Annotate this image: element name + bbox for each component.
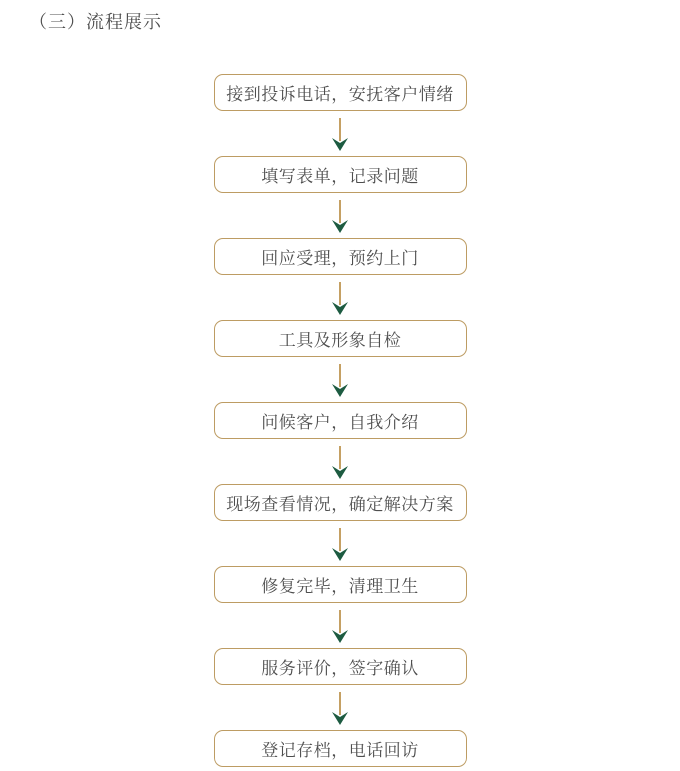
flow-step bbox=[214, 74, 467, 111]
process-flowchart bbox=[0, 74, 680, 767]
arrow-head bbox=[332, 548, 348, 561]
arrow-head bbox=[332, 138, 348, 151]
arrow-head bbox=[332, 466, 348, 479]
flow-step-label: 填写表单，记录问题 bbox=[261, 167, 419, 186]
flow-step-label: 接到投诉电话，安抚客户情绪 bbox=[226, 85, 454, 104]
arrow-down-icon bbox=[332, 685, 348, 730]
flow-step bbox=[214, 648, 467, 685]
arrow-down-icon bbox=[332, 439, 348, 484]
arrow-down-icon bbox=[332, 603, 348, 648]
flow-step bbox=[214, 484, 467, 521]
flow-step-label: 现场查看情况，确定解决方案 bbox=[226, 495, 454, 514]
page-title: （三）流程展示 bbox=[29, 12, 162, 32]
flow-step bbox=[214, 402, 467, 439]
flow-step-label: 问候客户，自我介绍 bbox=[261, 413, 419, 432]
flow-step-label: 工具及形象自检 bbox=[278, 331, 402, 350]
flow-step-label: 修复完毕，清理卫生 bbox=[261, 577, 419, 596]
arrow-down-icon bbox=[332, 111, 348, 156]
flow-step bbox=[214, 320, 467, 357]
flow-step-label: 回应受理，预约上门 bbox=[261, 249, 419, 268]
arrow-head bbox=[332, 302, 348, 315]
flow-step bbox=[214, 730, 467, 767]
arrow-down-icon bbox=[332, 357, 348, 402]
arrow-head bbox=[332, 220, 348, 233]
arrow-head bbox=[332, 712, 348, 725]
arrow-head bbox=[332, 384, 348, 397]
flow-step bbox=[214, 238, 467, 275]
flow-step bbox=[214, 566, 467, 603]
flow-step-label: 登记存档，电话回访 bbox=[261, 741, 419, 760]
arrow-down-icon bbox=[332, 521, 348, 566]
arrow-down-icon bbox=[332, 275, 348, 320]
flow-step-label: 服务评价，签字确认 bbox=[261, 659, 419, 678]
flow-step bbox=[214, 156, 467, 193]
arrow-head bbox=[332, 630, 348, 643]
arrow-down-icon bbox=[332, 193, 348, 238]
